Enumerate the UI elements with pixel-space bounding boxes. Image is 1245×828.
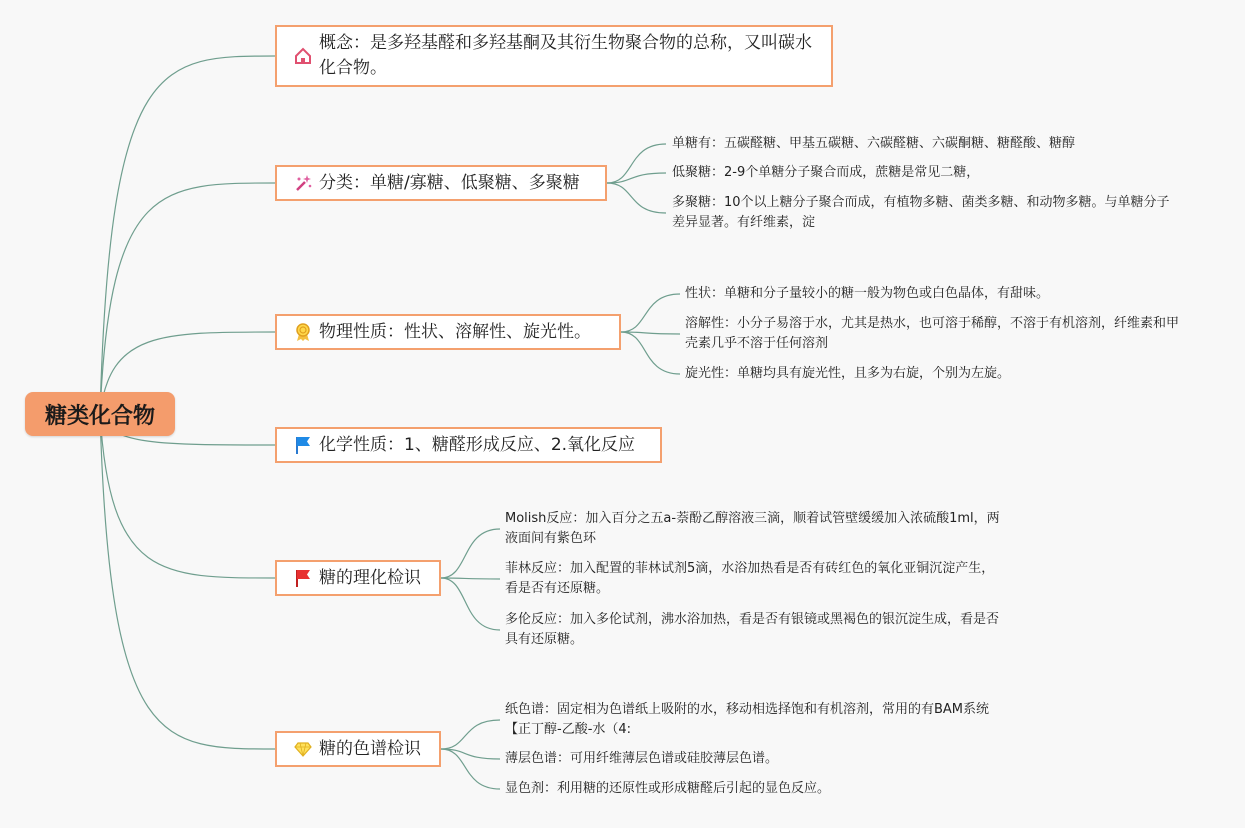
leaf-edge xyxy=(441,529,500,578)
leaf-molish-reaction[interactable]: Molish反应：加入百分之五a-萘酚乙醇溶液三滴，顺着试管壁缓缓加入浓硫酸1ml，两液面间有紫色环 xyxy=(505,511,1000,546)
leaf-oligosaccharides[interactable]: 低聚糖：2-9个单糖分子聚合而成，蔗糖是常见二糖， xyxy=(672,165,980,180)
award-ribbon-icon xyxy=(293,322,315,342)
blue-flag-icon xyxy=(293,435,315,455)
leaf-edge xyxy=(441,578,500,630)
leaf-solubility[interactable]: 溶解性：小分子易溶于水，尤其是热水，也可溶于稀醇，不溶于有机溶剂，纤维素和甲壳素几乎不溶于任何溶剂 xyxy=(685,316,1180,351)
branch-physical-properties[interactable] xyxy=(275,314,621,350)
root-label: 糖类化合物 xyxy=(44,403,155,429)
leaf-color-reagent[interactable]: 显色剂：利用糖的还原性或形成糖醛后引起的显色反应。 xyxy=(505,781,831,796)
leaf-edge xyxy=(607,183,666,213)
leaf-appearance[interactable]: 性状：单糖和分子量较小的糖一般为物色或白色晶体，有甜味。 xyxy=(685,286,1050,301)
root-topic[interactable] xyxy=(25,392,175,436)
leaf-edge xyxy=(621,332,680,374)
leaf-thin-layer-chromatography[interactable]: 薄层色谱：可用纤维薄层色谱或硅胶薄层色谱。 xyxy=(505,751,779,766)
leaf-tollens-reaction[interactable]: 多伦反应：加入多伦试剂，沸水浴加热，看是否有银镜或黑褐色的银沉淀生成，看是否具有还原糖。 xyxy=(505,612,1000,647)
branch-classification[interactable] xyxy=(275,165,607,201)
branch-label: 糖的理化检识 xyxy=(319,567,421,588)
leaf-paper-chromatography[interactable]: 纸色谱：固定相为色谱纸上吸附的水，移动相选择饱和有机溶剂，常用的有BAM系统【正丁醇-乙酸-水（4: xyxy=(505,702,990,737)
red-flag-icon xyxy=(293,568,315,588)
house-icon xyxy=(293,46,315,66)
branch-label: 化学性质：1、糖醛形成反应、2.氧化反应 xyxy=(319,434,636,455)
leaf-polysaccharides[interactable]: 多聚糖：10个以上糖分子聚合而成，有植物多糖、菌类多糖、和动物多糖。与单糖分子差异显著。有纤维素，淀 xyxy=(672,195,1170,230)
leaf-edge xyxy=(441,578,500,579)
branch-label: 概念：是多羟基醛和多羟基酮及其衍生物聚合物的总称，又叫碳水化合物。 xyxy=(319,33,812,78)
root-edge xyxy=(100,414,275,578)
leaf-monosaccharides[interactable]: 单糖有：五碳醛糖、甲基五碳糖、六碳醛糖、六碳酮糖、糖醛酸、糖醇 xyxy=(672,136,1076,151)
leaf-optical-rotation[interactable]: 旋光性：单糖均具有旋光性，且多为右旋，个别为左旋。 xyxy=(685,366,1011,381)
branch-label: 物理性质：性状、溶解性、旋光性。 xyxy=(319,321,591,342)
leaf-edge xyxy=(621,294,680,332)
diamond-icon xyxy=(293,739,315,759)
leaf-edge xyxy=(441,720,500,749)
branch-chromatography-tests[interactable] xyxy=(275,731,441,767)
branch-chemical-properties[interactable] xyxy=(275,427,662,463)
branch-label: 糖的色谱检识 xyxy=(319,738,421,759)
root-edge xyxy=(100,414,275,749)
leaf-fehling-reaction[interactable]: 菲林反应：加入配置的菲林试剂5滴，水浴加热看是否有砖红色的氧化亚铜沉淀产生，看是否有还原糖。 xyxy=(505,561,995,596)
root-edge xyxy=(100,183,275,414)
root-edge xyxy=(100,56,275,414)
branch-physicochemical-tests[interactable] xyxy=(275,560,441,596)
branch-label: 分类：单糖/寡糖、低聚糖、多聚糖 xyxy=(319,172,580,193)
branch-concept[interactable] xyxy=(275,25,833,87)
sparkle-wand-icon xyxy=(293,173,315,193)
